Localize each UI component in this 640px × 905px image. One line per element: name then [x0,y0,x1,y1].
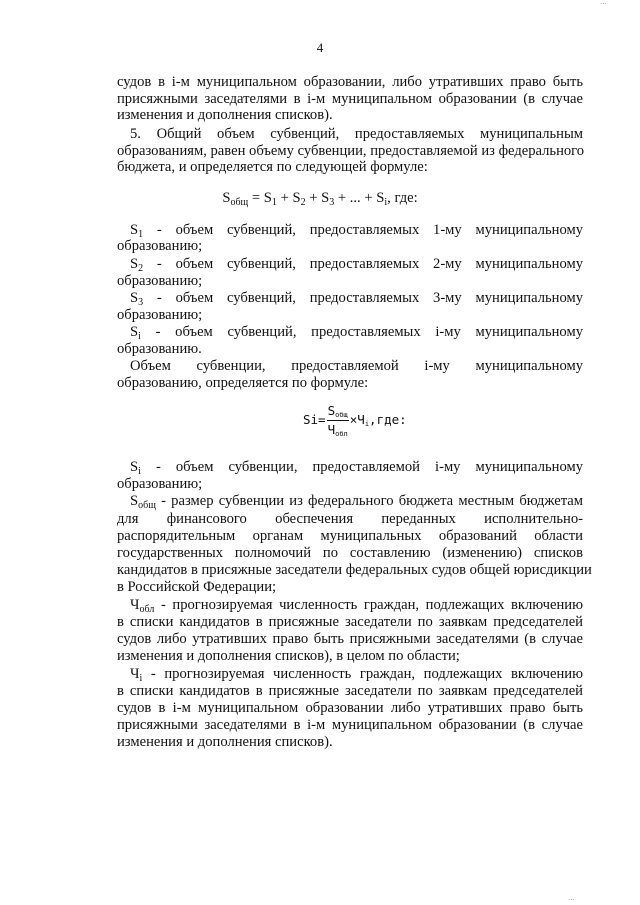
text-line: в Российской Федерации; [117,579,277,595]
formula1-term-1: S [263,190,272,206]
formula-municipal-subvention [303,403,407,438]
text-line: $S_i$ - объем субвенции, предоставляемой i-му муниципальному [130,459,583,477]
text-line: изменения и дополнения списков), в целом по области; [117,648,460,664]
text-line: образованиям, равен объему субвенции, предоставляемой из федерального [117,143,585,159]
formula2-mult: ×Ч [349,412,365,427]
text-line: $S_3$ - объем субвенций, предоставляемых 3-му муниципальному [130,290,583,308]
formula1-ellipsis: + ... + [334,190,377,206]
formula2-lhs: Si= [303,412,326,427]
text-line: присяжными заседателями в i-м муниципальном образовании (в случае [117,91,583,107]
formula2-num-sub: общ [335,411,348,419]
scan-mark-top: ⋯ [600,0,607,8]
text-line: судов либо утративших право быть присяжными заседателями (в случае [117,631,583,647]
text-line: образованию; [117,273,203,289]
text-line: в списки кандидатов в присяжные заседатели по заявкам председателей [117,683,583,699]
text-line: образованию, определяется по формуле: [117,375,369,391]
formula2-denominator [327,421,349,438]
formula2-mult-sub: i [364,420,370,428]
formula1-term-2-sub: 2 [300,197,306,208]
text-line: $Ч_{обл}$ - прогнозируемая численность граждан, подлежащих включению [130,597,583,615]
text-line: государственных полномочий по составлению (изменению) списков [117,545,583,561]
formula2-den-sub: обл [335,430,348,438]
formula1-tail: , где: [387,190,418,206]
text-line: в списки кандидатов в присяжные заседатели по заявкам председателей [117,614,583,630]
text-line: судов в i-м муниципальном образовании либо утративших право быть [117,700,583,716]
formula1-term-1-sub: 1 [271,197,277,208]
formula1-term-3-sub: 3 [329,197,335,208]
text-line: $S_1$ - объем субвенций, предоставляемых 1-му муниципальному [130,222,583,240]
text-line: Объем субвенции, предоставляемой i-му муниципальному [130,358,583,374]
text-line: изменения и дополнения списков). [117,734,333,750]
text-line: $S_i$ - объем субвенций, предоставляемых i-му муниципальному [130,324,583,342]
formula1-lhs: S [222,190,231,206]
formula2-num-symbol: S [327,403,336,418]
text-line: кандидатов в присяжные заседатели федеральных судов общей юрисдикции [117,562,592,578]
text-line: $S_2$ - объем субвенций, предоставляемых 2-му муниципальному [130,256,583,274]
formula2-tail: ,где: [369,412,407,427]
text-line: образованию; [117,238,203,254]
text-line: бюджета, и определяется по следующей формуле: [117,159,428,175]
formula1-eq: = [248,190,264,206]
formula2-den-symbol: Ч [327,422,336,437]
text-line: для финансового обеспечения переданных исполнительно- [117,511,583,527]
formula-total-subvention: $S_{общ} = S_1 + S_2 + S_3$ + ... + $S_i$, где: [222,190,418,208]
text-line: образованию; [117,476,203,492]
page-number: 4 [316,40,324,55]
text-line: изменения и дополнения списков). [117,107,333,123]
formula1-lhs-sub: общ [230,197,249,208]
formula1-term-3: S [321,190,330,206]
formula2-fraction [327,403,349,438]
text-line: образованию. [117,341,202,357]
text-line: присяжными заседателями в i-м муниципальном образовании (в случае [117,717,583,733]
formula1-last: S [376,190,385,206]
text-line: $S_{общ}$ - размер субвенции из федерального бюджета местным бюджетам [130,493,583,511]
scan-mark-bottom: ⋯ [568,896,575,904]
text-line: образованию; [117,307,203,323]
text-line: $Ч_i$ - прогнозируемая численность граждан, подлежащих включению [130,666,583,684]
text-line: судов в i-м муниципальном образовании, либо утративших право быть [117,74,583,90]
text-line: 5. Общий объем субвенций, предоставляемых муниципальным [130,126,583,142]
formula1-last-sub: i [384,197,388,208]
text-line: распорядительным органам муниципальных образований области [117,528,583,544]
formula2-numerator [327,403,349,421]
formula1-term-2: S [292,190,301,206]
